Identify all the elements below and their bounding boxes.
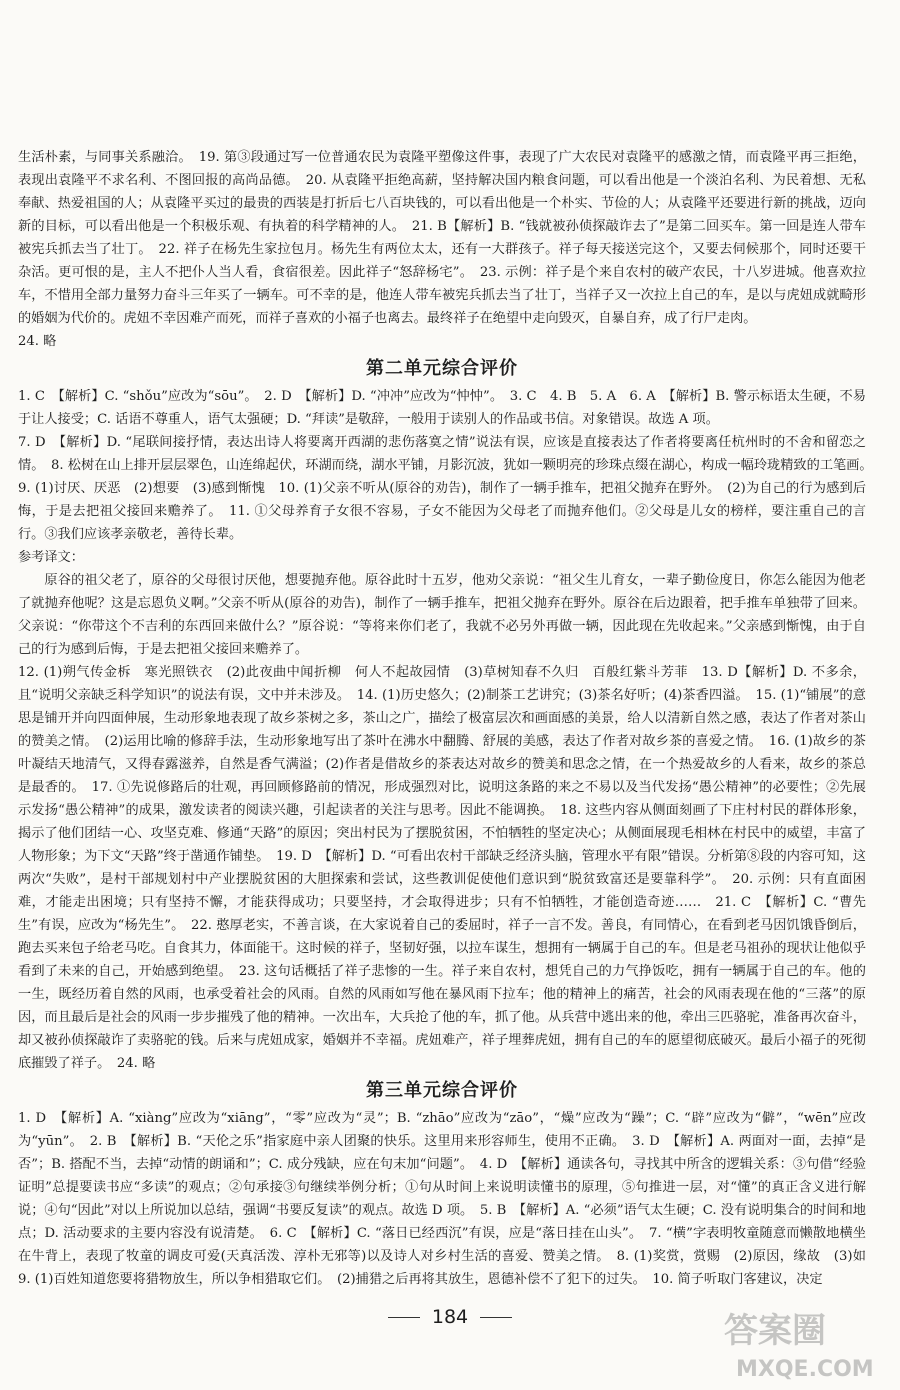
- text-block-1: 生活朴素，与同事关系融洽。 19. 第③段通过写一位普通农民为袁隆平塑像这件事，表现了广大农民对袁隆平的感激之情，而袁隆平再三拒绝，表现出袁隆平不求名利、不图回报的高尚品德。 20. 从袁隆平拒绝高薪，坚持解决国内粮食问题，可以看出他是一个淡泊名利、为民着想、无私奉献、热爱祖国的人；从袁隆平买过的最贵的西装是打折后七八百块钱的，可以看出他是一个朴实、节俭的人；从袁隆平还要进行新的挑战，迈向新的目标，可以看出他是一个积极乐观、有执着的科学精神的人。 21. B【解析】B. “钱就被孙侦探敲诈去了”是第二回买车。第一回是连人带车被宪兵抓去当了壮丁。 22. 祥子在杨先生家拉包月。杨先生有两位太太，还有一大群孩子。祥子每天接送完这个，又要去伺候那个，同时还要干杂活。更可恨的是，主人不把仆人当人看，食宿很差。因此祥子“怒辞杨宅”。 23. 示例：祥子是个来自农村的破产农民，十八岁进城。他喜欢拉车，不惜用全部力量努力奋斗三年买了一辆车。可不幸的是，他连人带车被宪兵抓去当了壮丁，当祥子又一次拉上自己的车，是以与虎妞成就畸形的婚姻为代价的。虎妞不幸因难产而死，而祥子喜欢的小福子也离去。最终祥子在绝望中走向毁灭，自暴自弃，成了行尸走肉。: [18, 150, 866, 326]
- page-number-dash-left: [388, 1317, 420, 1318]
- translation-label: 参考译文：: [18, 550, 84, 565]
- watermark-line-1: 答案圈: [724, 1311, 826, 1351]
- text-block-5: 12. (1)朔气传金柝 寒光照铁衣 (2)此夜曲中闻折柳 何人不起故园情 (3)草树知春不久归 百般红紫斗芳菲 13. D【解析】D. 不多余，且“说明父亲缺乏科学知识”的说法有误，文中并未涉及。 14. (1)历史悠久；(2)制茶工艺讲究；(3)茶名好听；(4)茶香四溢。 15. (1)“铺展”的意思是铺开并向四面伸展，生动形象地表现了故乡茶树之多，茶山之广，描绘了极富层次和画面感的美景，给人以清新自然之感，表达了作者对茶山的赞美之情。 (2)运用比喻的修辞手法，生动形象地写出了茶叶在沸水中翻腾、舒展的美感，表达了作者对故乡茶的喜爱之情。 16. (1)故乡的茶叶凝结天地清气，又得春露滋养，自然是香气满溢；(2)作者是借故乡的茶表达对故乡的赞美和思念之情，在一个热爱故乡的人看来，故乡的茶总是最香的。 17. ①先说修路后的壮观，再回顾修路前的情况，形成强烈对比，说明这条路的来之不易以及当代发扬“愚公精神”的必要性；②先展示发扬“愚公精神”的成果，激发读者的阅读兴趣，引起读者的关注与思考。因此不能调换。 18. 这些内容从侧面刻画了下庄村村民的群体形象，揭示了他们团结一心、攻坚克难、修通“天路”的原因；突出村民为了摆脱贫困，不怕牺牲的坚定决心；从侧面展现毛相林在村民中的威望，丰富了人物形象；为下文“天路”终于凿通作铺垫。 19. D 【解析】D. “可看出农村干部缺乏经济头脑，管理水平有限”错误。分析第⑧段的内容可知，这两次“失败”，是村干部规划村中产业摆脱贫困的大胆探索和尝试，这些教训促使他们意识到“脱贫致富还是要靠科学”。 20. 示例：只有直面困难，才能走出困境；只有坚持不懈，才能获得成功；只要坚持，才会取得进步；只有不怕牺牲，才能创造奇迹…… 21. C 【解析】C. “曹先生”有误，应改为“杨先生”。 22. 憨厚老实，不善言谈，在大家说着自己的委屈时，祥子一言不发。善良，有同情心，在看到老马因饥饿昏倒后，跑去买来包子给老马吃。自食其力，体面能干。这时候的祥子，坚韧好强，以拉车谋生，想拥有一辆属于自己的车。但是老马祖孙的现状让他似乎看到了未来的自己，开始感到绝望。 23. 这句话概括了祥子悲惨的一生。祥子来自农村，想凭自己的力气挣饭吃，拥有一辆属于自己的车。他的一生，既经历着自然的风雨，也承受着社会的风雨。自然的风雨如写他在暴风雨下拉车；他的精神上的痛苦，社会的风雨表现在他的“三落”的原因，而且最后是社会的风雨一步步摧残了他的精神。一次出车，大兵抢了他的车，抓了他。从兵营中逃出来的他，牵出三匹骆驼，准备再次奋斗，却又被孙侦探敲诈了卖骆驼的钱。后来与虎妞成家，婚姻并不幸福。虎妞难产，祥子埋葬虎妞，拥有自己的车的愿望彻底破灭。最后小福子的死彻底摧毁了祥子。 24. 略: [18, 665, 866, 1071]
- watermark-line-2: MXQE.COM: [736, 1357, 874, 1382]
- watermark-logo: [716, 1298, 886, 1384]
- section-heading-unit-3: 第三单元综合评价: [366, 1080, 518, 1101]
- text-block-3: 1. C 【解析】C. “shǒu”应改为“sōu”。 2. D 【解析】D. “冲冲”应改为“忡忡”。 3. C 4. B 5. A 6. A 【解析】B. 警示标语太生硬，不易于让人接受；C. 话语不尊重人，语气太强硬；D. “拜读”是敬辞，一般用于读别人的作品或书信。对象错误。故选 A 项。: [18, 389, 866, 427]
- text-block-2: 24. 略: [18, 334, 57, 349]
- answer-page-content: [18, 146, 880, 1291]
- page-number-dash-right: [480, 1317, 512, 1318]
- page-number-text: 184: [431, 1306, 469, 1328]
- section-heading-unit-2: 第二单元综合评价: [366, 358, 518, 379]
- translation-paragraph: 原谷的祖父老了，原谷的父母很讨厌他，想要抛弃他。原谷此时十五岁，他劝父亲说：“祖父生儿育女，一辈子勤俭度日，你怎么能因为他老了就抛弃他呢？这是忘恩负义啊。”父亲不听从(原谷的劝告)，制作了一辆手推车，把祖父抛弃在野外。原谷在后边跟着，把手推车单独带了回来。父亲说：“你带这个不吉利的东西回来做什么？”原谷说：“等将来你们老了，我就不必另外再做一辆，因此现在先收起来。”父亲感到惭愧，由于自己的行为感到后悔，于是去把祖父接回来赡养了。: [18, 573, 866, 657]
- text-block-6: 1. D 【解析】A. “xiàng”应改为“xiāng”，“零”应改为“灵”；B. “zhāo”应改为“zāo”，“燥”应改为“躁”；C. “辟”应改为“僻”，“wēn”应改为“yūn”。 2. B 【解析】B. “天伦之乐”指家庭中亲人团聚的快乐。这里用来形容师生，使用不正确。 3. D 【解析】A. 两面对一面，去掉“是否”；B. 搭配不当，去掉“动情的朗诵和”；C. 成分残缺，应在句末加“问题”。 4. D 【解析】通读各句，寻找其中所含的逻辑关系：③句借“经验证明”总提要读书应“多读”的观点；②句承接③句继续举例分析；①句从时间上来说明读懂书的原理，⑤句推进一层，对“懂”的真正含义进行解说；④句“因此”对以上所说加以总结，强调“书要反复读”的观点。故选 D 项。 5. B 【解析】A. “必须”语气太生硬；C. 没有说明集合的时间和地点；D. 活动要求的主要内容没有说清楚。 6. C 【解析】C. “落日已经西沉”有误，应是“落日挂在山头”。 7. “横”字表明牧童随意而懒散地横坐在牛背上，表现了牧童的调皮可爱(天真活泼、淳朴无邪等)以及诗人对乡村生活的喜爱、赞美之情。 8. (1)奖赏，赏赐 (2)原因，缘故 (3)如 9. (1)百姓知道您要将猎物放生，所以争相猎取它们。 (2)捕猎之后再将其放生，恩德补偿不了犯下的过失。 10. 简子听取门客建议，决定: [18, 1111, 880, 1287]
- text-block-4: 7. D 【解析】D. “尾联间接抒情，表达出诗人将要离开西湖的悲伤落寞之情”说法有误，应该是直接表达了作者将要离任杭州时的不舍和留恋之情。 8. 松树在山上排开层层翠色，山连绵起伏，环湖而绕，湖水平铺，月影沉波，犹如一颗明亮的珍珠点缀在湖心，构成一幅玲珑精致的工笔画。 9. (1)讨厌、厌恶 (2)想要 (3)感到惭愧 10. (1)父亲不听从(原谷的劝告)，制作了一辆手推车，把祖父抛弃在野外。 (2)为自己的行为感到后悔，于是去把祖父接回来赡养了。 11. ①父母养育子女很不容易，子女不能因为父母老了而抛弃他们。②父母是儿女的榜样，要注重自己的言行。③我们应该孝亲敬老，善待长辈。: [18, 435, 880, 542]
